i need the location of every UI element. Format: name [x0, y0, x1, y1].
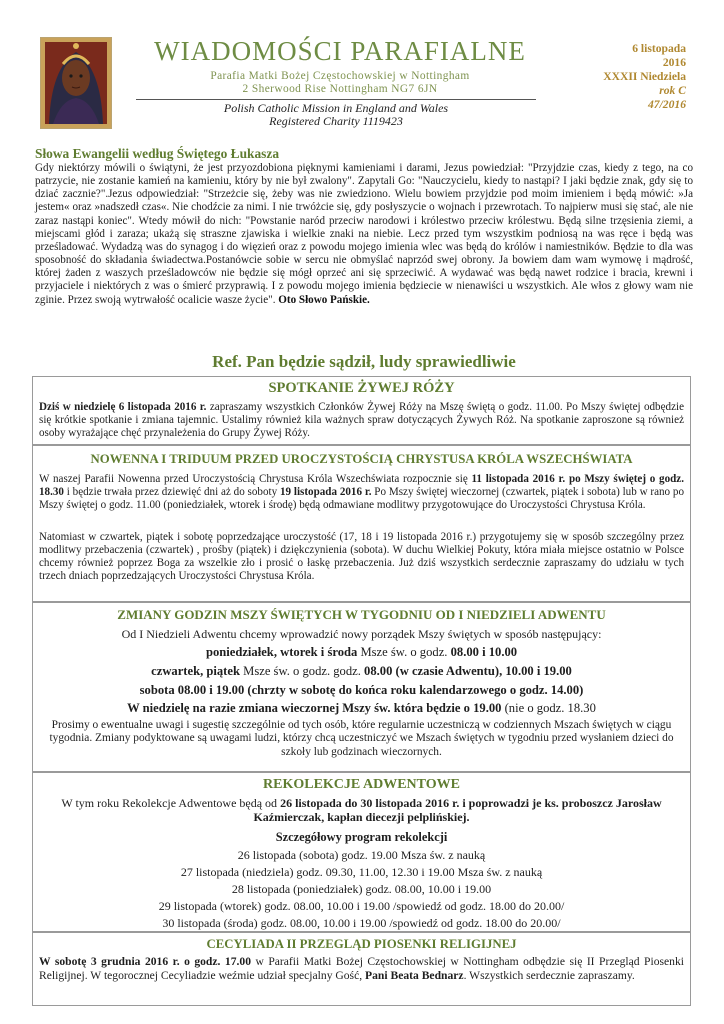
- psalm-refrain: Ref. Pan będzie sądził, ludy sprawiedliwie: [212, 352, 516, 371]
- charity-number: Registered Charity 1119423: [269, 114, 403, 128]
- ceciliada-box: [32, 932, 691, 1006]
- retreat-program-title: Szczegółowy program rekolekcji: [275, 830, 448, 844]
- retreat-intro: W tym roku Rekolekcje Adwentowe będą od 26 listopada do 30 listopada 2016 r. i poprowadzi je ks. proboszcz Jarosław Kaźmierczak, kapłan diecezji pelplińskiej.: [61, 796, 662, 824]
- retreat-title: REKOLEKCJE ADWENTOWE: [263, 777, 460, 792]
- mass-times-intro: Od I Niedzieli Adwentu chcemy wprowadzić nowy porządek Mszy świętych w sposób następujący:: [121, 627, 602, 641]
- header-rule: [136, 99, 536, 100]
- novena-paragraph-1: W naszej Parafii Nowenna przed Uroczystością Chrystusa Króla Wszechświata rozpocznie się 11 listopada 2016 r. po Mszy świętej o godz. 18.30 i będzie trwała przez dziewięć dni aż do soboty 19 listopada 2016 r. Po Mszy świętej wieczornej (czwartek, piątek i sobota) lub w rano po Mszy świętej o godz. 11.00 (poniedziałek, wtorek i środę) będą odmawiane modlitwy przygotowujące do Uroczystości Chrystusa Króla.: [39, 473, 685, 512]
- ceciliada-text: W sobotę 3 grudnia 2016 r. o godz. 17.00 w Parafii Matki Bożej Częstochowskiej w Nottingham odbędzie się II Przegląd Piosenki Religijnej. W tegorocznej Cecyliadzie weźmie udział specjalny Gość, Pani Beata Bednarz. Wszystkich serdecznie zapraszamy.: [39, 955, 684, 982]
- issue-date: 6 listopada: [632, 42, 686, 55]
- mission-name: Polish Catholic Mission in England and Wales: [223, 101, 449, 115]
- issue-year: 2016: [662, 56, 686, 69]
- parish-address: 2 Sherwood Rise Nottingham NG7 6JN: [242, 83, 438, 95]
- gospel-closing: Oto Słowo Pańskie.: [278, 293, 370, 306]
- rosary-title: SPOTKANIE ŻYWEJ RÓŻY: [268, 380, 455, 396]
- mass-times-box: [32, 602, 691, 772]
- novena-box: [32, 445, 691, 602]
- retreat-program-item: 28 listopada (poniedziałek) godz. 08.00, 10.00 i 19.00: [231, 882, 492, 896]
- novena-paragraph-2: Natomiast w czwartek, piątek i sobotę poprzedzające uroczystość (17, 18 i 19 listopada 2016 r.) przygotujemy się w sposób szczególny przez modlitwy przebaczenia (czwartek) , prośby (piątek) i dziękczynienia (sobota). W duchu Wielkiej Pokuty, która miała miejsce ostatnio w Polsce chcemy również poprzez Boga za wszelkie zło i prosić o łaskę przebaczenia. Już dziś wszystkich serdecznie zapraszamy do udziału w tych trzech dniach poprzedzających Uroczystości Chrystusa Króla.: [39, 531, 684, 583]
- retreat-program-item: 29 listopada (wtorek) godz. 08.00, 10.00 i 19.00 /spowiedź od godz. 18.00 do 20.00/: [158, 899, 565, 913]
- issue-number: 47/2016: [647, 98, 686, 111]
- ceciliada-title: CECYLIADA II PRZEGLĄD PIOSENKI RELIGIJNEJ: [206, 937, 517, 951]
- issue-liturgical-year: rok C: [659, 84, 686, 97]
- mass-times-line-thu-fri: czwartek, piątek Msze św. o godz. godz. 08.00 (w czasie Adwentu), 10.00 i 19.00: [151, 664, 572, 678]
- retreat-box: [32, 772, 691, 932]
- retreat-program-item: 27 listopada (niedziela) godz. 09.30, 11.00, 12.30 i 19.00 Msza św. z nauką: [180, 865, 543, 879]
- rosary-box: [32, 376, 691, 445]
- gospel-text: Gdy niektórzy mówili o świątyni, że jest przyozdobiona pięknymi kamieniami i darami, Jezus powiedział: "Przyjdzie czas, kiedy z tego, na co patrzycie, nie zostanie kamień na kamieniu, który by nie był zwalony". Zapytali Go: "Nauczycielu, kiedy to nastąpi? I jaki będzie znak, gdy się to dziać zacznie?".Jezus odpowiedział: "Strzeżcie się, żeby was nie zwiedziono. Wielu bowiem przyjdzie pod moim imieniem i będą mówić: »Ja jestem« oraz »nadszedł czas«. Nie chodźcie za nimi. I nie trwóżcie się, gdy posłyszycie o wojnach i przewrotach. To najpierw musi się stać, ale nie zaraz nastąpi koniec". Wtedy mówił do nich: "Powstanie naród przeciw narodowi i królestwo przeciw królestwu. Będą silne trzęsienia ziemi, a miejscami głód i zaraza; ukażą się straszne zjawiska i wielkie znaki na niebie. Lecz przed tym wszystkim podniosą na was ręce i będą was prześladować. Wydadzą was do synagog i do więzień oraz z powodu mojego imienia wlec was będą do królów i namiestników. Będzie to dla was sposobność do składania świadectwa.Postanówcie sobie w sercu nie obmyślać naprzód swej obrony. Ja bowiem dam wam wymowę i mądrość, której żaden z waszych prześladowców nie będzie się mógł oprzeć ani się sprzeciwić. A wydawać was będą nawet rodzice i bracia, krewni i przyjaciele i niektórych z was o śmierć przyprawią. I z powodu mojego imienia będziecie w nienawiści u wszystkich. Ale włos z głowy wam nie zginie. Przez swoją wytrwałość ocalicie wasze życie". Oto Słowo Pańskie.: [35, 162, 693, 306]
- newsletter-title: WIADOMOŚCI PARAFIALNE: [154, 36, 526, 66]
- retreat-program-item: 26 listopada (sobota) godz. 19.00 Msza św. z nauką: [237, 848, 486, 862]
- mass-times-line-sunday: W niedzielę na razie zmiana wieczornej Mszy św. która będzie o 19.00 (nie o godz. 18.30: [127, 701, 596, 715]
- mass-times-line-sat: sobota 08.00 i 19.00 (chrzty w sobotę do końca roku kalendarzowego o godz. 14.00): [139, 683, 584, 697]
- gospel-title: Słowa Ewangelii według Świętego Łukasza: [35, 146, 280, 161]
- novena-title: NOWENNA I TRIDUUM PRZED UROCZYSTOŚCIĄ CHRYSTUSA KRÓLA WSZECHŚWIATA: [90, 452, 633, 466]
- mass-times-title: ZMIANY GODZIN MSZY ŚWIĘTYCH W TYGODNIU OD I NIEDZIELI ADWENTU: [117, 607, 606, 622]
- mass-times-closing: Prosimy o ewentualne uwagi i sugestię szczególnie od tych osób, które regularnie uczestniczą w codziennych Mszach świętych w ciągu tygodnia. Zmiany podyktowane są uwagami ludzi, którzy chcą uczestniczyć we Mszach świętych w tygodniu przed wysłaniem dzieci do szkoły lub godzinach wieczornych.: [49, 719, 674, 758]
- mass-times-line-mon-wed: poniedziałek, wtorek i środa Msze św. o godz. 08.00 i 10.00: [205, 645, 518, 659]
- madonna-icon: [40, 37, 112, 129]
- issue-sunday: XXXII Niedziela: [603, 70, 686, 83]
- retreat-program-item: 30 listopada (środa) godz. 08.00, 10.00 i 19.00 /spowiedź od godz. 18.00 do 20.00/: [162, 916, 561, 930]
- rosary-text: Dziś w niedzielę 6 listopada 2016 r. zapraszamy wszystkich Członków Żywej Róży na Mszę świętą o godz. 11.00. Po Mszy świętej odbędzie się krótkie spotkanie i zmiana tajemnic. Ustalimy również kila ważnych spraw dotyczących Żywych Róż. Na spotkanie zaproszone są również osoby wyrażające chęć przynależenia do Grupy Żywej Róży.: [39, 401, 685, 440]
- parish-name: Parafia Matki Bożej Częstochowskiej w Nottingham: [210, 70, 470, 82]
